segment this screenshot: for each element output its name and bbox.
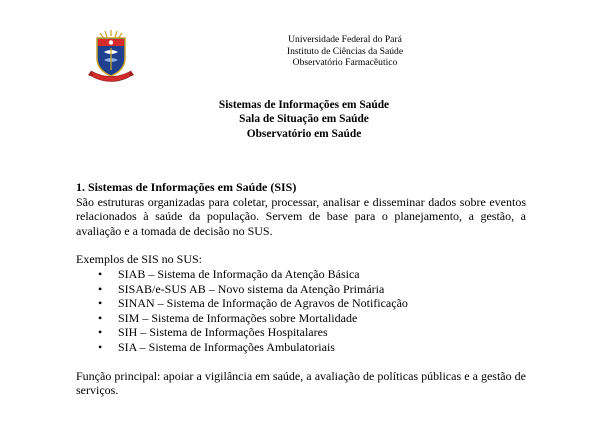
bullet-icon: •	[98, 281, 103, 296]
bullet-icon: •	[98, 325, 103, 340]
observatory-name: Observatório Farmacêutico	[292, 57, 398, 69]
institute-name: Instituto de Ciências da Saúde	[286, 45, 404, 57]
bullet-icon: •	[98, 310, 103, 325]
bullet-icon: •	[98, 296, 103, 311]
list-item: • SINAN – Sistema de Informação de Agravos de Notificação	[98, 296, 408, 311]
section-content	[76, 180, 526, 398]
title-line: Observatório em Saúde	[246, 127, 362, 140]
list-item: • SIA – Sistema de Informações Ambulatoriais	[98, 339, 335, 354]
ufpa-coat-of-arms-icon	[88, 28, 134, 82]
document-title	[170, 98, 438, 141]
university-name: Universidade Federal do Pará	[288, 34, 402, 45]
title-line: Sala de Situação em Saúde	[239, 113, 369, 126]
examples-intro: Exemplos de SIS no SUS:	[76, 252, 203, 267]
section-paragraph: São estruturas organizadas para coletar, processar, analisar e disseminar dados sobre eventos relacionados à saúde da população. Servem de base para o planejamento, a gestão, a avaliação e a tomada de decisão no SUS.	[76, 194, 526, 238]
list-item: • SIM – Sistema de Informações sobre Mortalidade	[98, 310, 358, 325]
list-item: • SISAB/e-SUS AB – Novo sistema da Atenção Primária	[98, 281, 385, 296]
title-line: Sistemas de Informações em Saúde	[218, 99, 390, 111]
sis-examples-list	[76, 267, 526, 355]
main-function-paragraph: Função principal: apoiar a vigilância em saúde, a avaliação de políticas públicas e a gestão de serviços.	[76, 368, 526, 398]
list-item: • SIAB – Sistema de Informação da Atenção Básica	[98, 266, 360, 281]
institution-header	[240, 34, 450, 69]
bullet-icon: •	[98, 266, 103, 281]
bullet-icon: •	[98, 339, 103, 354]
list-item: • SIH – Sistema de Informações Hospitalares	[98, 325, 328, 340]
section-heading: 1. Sistemas de Informações em Saúde (SIS)	[76, 180, 297, 194]
